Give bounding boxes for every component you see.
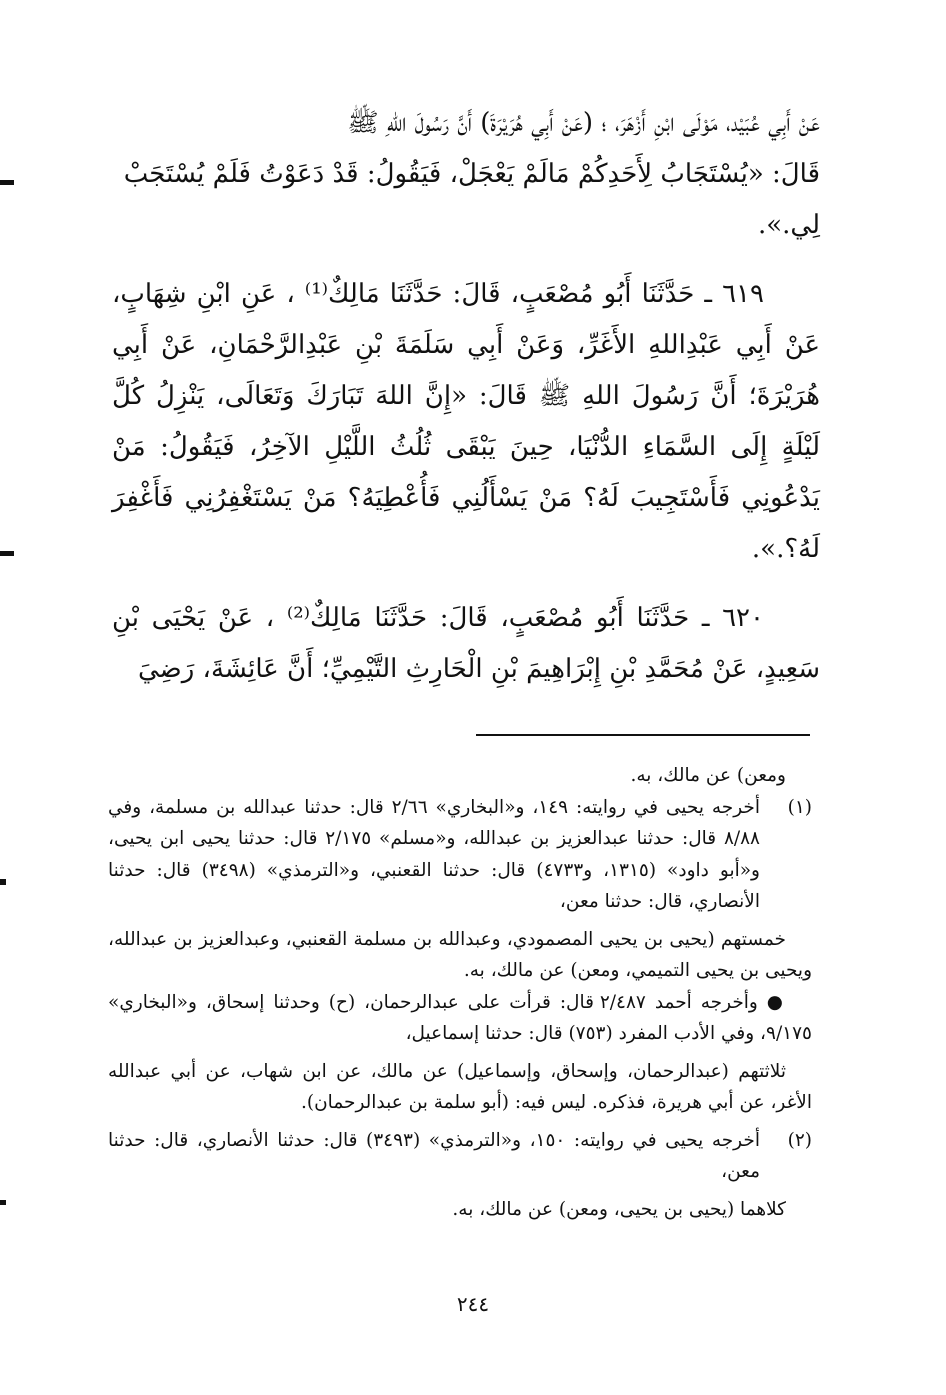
hadith-619: ٦١٩ ـ حَدَّثَنَا أَبُو مُصْعَبٍ، قَالَ: حَدَّثَنَا مَالِكٌ⁽¹⁾ ، عَنِ ابْنِ شِهَابٍ، عَنْ أَبِي عَبْدِاللهِ الأَغَرِّ، وَعَنْ أَبِي سَلَمَةَ بْنِ عَبْدِالرَّحْمَانِ، عَنْ أَبِي هُرَيْرَةَ؛ أَنَّ رَسُولَ اللهِ ﷺ قَالَ: «إِنَّ اللهَ تَبَارَكَ وَتَعَالَى، يَنْزِلُ كُلَّ لَيْلَةٍ إِلَى السَّمَاءِ الدُّنْيَا، حِينَ يَبْقَى ثُلُثُ اللَّيْلِ الآخِرُ، فَيَقُولُ: مَنْ يَدْعُونِي فَأَسْتَجِيبَ لَهُ؟ مَنْ يَسْأَلُنِي فَأُعْطِيَهُ؟ مَنْ يَسْتَغْفِرُنِي فَأَغْفِرَ لَهُ؟.». xyxy=(112,279,820,564)
footnote-2-text: أخرجه يحيى في روايته: ١٥٠، و«الترمذي» (٣٤٩٣) قال: حدثنا الأنصاري، قال: حدثنا معن، xyxy=(108,1129,760,1182)
hadith-620: ٦٢٠ ـ حَدَّثَنَا أَبُو مُصْعَبٍ، قَالَ: حَدَّثَنَا مَالِكٌ⁽²⁾ ، عَنْ يَحْيَى بْنِ سَعِيدٍ، عَنْ مُحَمَّدِ بْنِ إِبْرَاهِيمَ بْنِ الْحَارِثِ التَّيْمِيِّ؛ أَنَّ عَائِشَةَ، رَضِيَ xyxy=(112,603,820,684)
footnote-2 xyxy=(108,1125,812,1188)
page-number: ٢٤٤ xyxy=(456,1292,490,1316)
footnote-separator xyxy=(476,734,810,736)
margin-mark xyxy=(0,180,14,185)
margin-mark xyxy=(0,551,14,556)
hadith-618-line-2: قَالَ: «يُسْتَجَابُ لِأَحَدِكُمْ مَالَمْ يَعْجَلْ، فَيَقُولُ: قَدْ دَعَوْتُ فَلَمْ يُسْتَجَبْ xyxy=(123,159,820,189)
footnote-1-summary: ثلاثتهم (عبدالرحمان، وإسحاق، وإسماعيل) عن مالك، عن ابن شهاب، عن أبي عبدالله الأغر، عن أبي هريرة، فذكره. ليس فيه: (أبو سلمة بن عبدالرحمان). xyxy=(108,1060,812,1113)
footnotes xyxy=(108,760,812,1225)
hadith-618-line-1: عَنْ أَبِي عُبَيْد، مَوْلَى ابْنِ أَزْهَرَ، ؛ (عَنْ أَبِي هُرَيْرَةَ) أَنَّ رَسُولَ اللهِ ﷺ xyxy=(347,108,820,138)
margin-mark xyxy=(0,879,6,885)
footnote-1-number: (١) xyxy=(787,796,812,818)
margin-mark xyxy=(0,1200,6,1205)
footnote-2-number: (٢) xyxy=(787,1129,812,1151)
footnote-2-summary: كلاهما (يحيى بن يحيى، ومعن) عن مالك، به. xyxy=(452,1198,786,1220)
footnote-carryover: ومعن) عن مالك، به. xyxy=(630,765,786,786)
footnote-1-group: خمستهم (يحيى بن يحيى المصمودي، وعبدالله بن مسلمة القعنبي، وعبدالعزيز بن عبدالله، ويحيى بن يحيى التميمي، ومعن) عن مالك، به. xyxy=(108,928,812,981)
footnote-1-text: أخرجه يحيى في روايته: ١٤٩، و«البخاري» ٢/٦٦ قال: حدثنا عبدالله بن مسلمة، وفي ٨/٨٨ قال: حدثنا عبدالعزيز بن عبدالله، و«مسلم» ٢/١٧٥ قال: حدثنا يحيى ابن يحيى، و«أبو داود» (١٣١٥، و٤٧٣٣) قال: حدثنا القعنبي، و«الترمذي» (٣٤٩٨) قال: حدثنا الأنصاري، قال: حدثنا معن، xyxy=(108,796,760,912)
hadith-618-line-3: لِي.». xyxy=(757,210,820,240)
main-text xyxy=(112,98,820,695)
footnote-1 xyxy=(108,792,812,918)
footnote-1-additional: ● وأخرجه أحمد ٢/٤٨٧ قال: قرأت على عبدالرحمان، (ح) وحدثنا إسحاق، و«البخاري» ٩/١٧٥، وفي الأدب المفرد (٧٥٣) قال: حدثنا إسماعيل، xyxy=(108,991,812,1044)
